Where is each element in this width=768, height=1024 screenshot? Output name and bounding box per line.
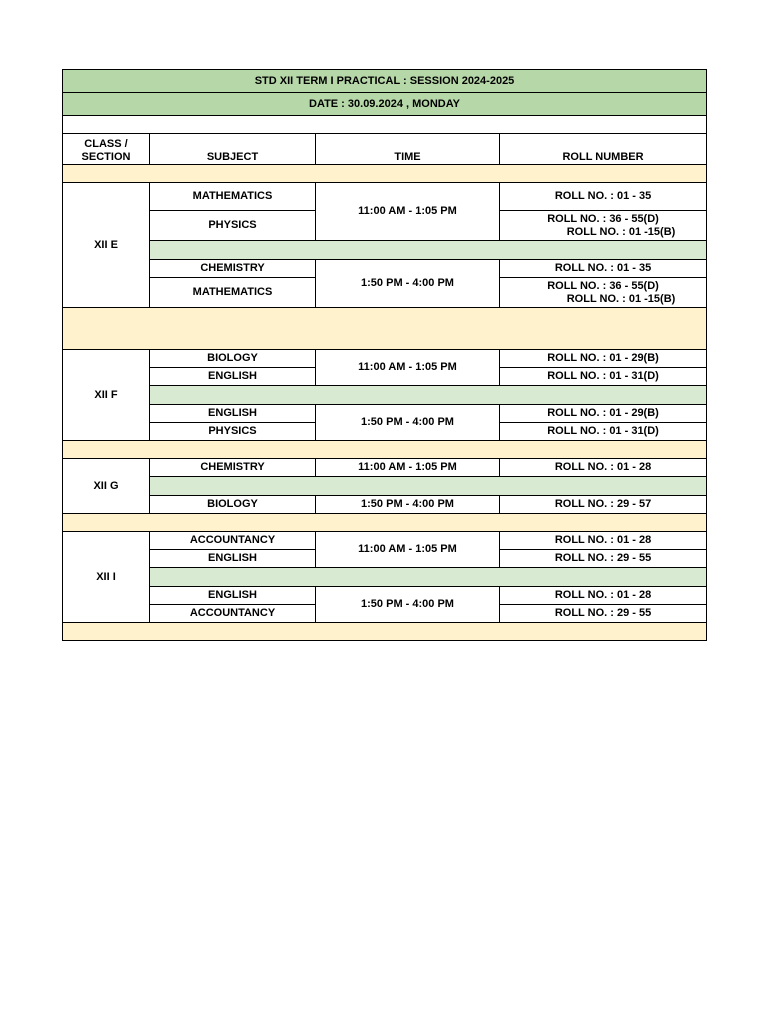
break-row — [150, 477, 707, 496]
subject-cell: ENGLISH — [150, 405, 316, 423]
table-row — [63, 459, 707, 477]
header-time: TIME — [316, 134, 500, 165]
subject-cell: ACCOUNTANCY — [150, 532, 316, 550]
section-name-xii-e: XII E — [63, 183, 150, 308]
subject-cell: CHEMISTRY — [150, 459, 316, 477]
subject-cell: BIOLOGY — [150, 350, 316, 368]
roll-cell: ROLL NO. : 01 - 35 — [500, 183, 707, 211]
practical-schedule-table — [62, 69, 707, 641]
header-section: SECTION — [81, 151, 131, 163]
roll-cell: ROLL NO. : 01 - 31(D) — [500, 423, 707, 441]
schedule-date: DATE : 30.09.2024 , MONDAY — [63, 93, 707, 116]
roll-cell: ROLL NO. : 01 - 29(B) — [500, 405, 707, 423]
header-subject: SUBJECT — [150, 134, 316, 165]
subject-cell: ENGLISH — [150, 368, 316, 386]
table-row — [63, 350, 707, 368]
section-spacer — [63, 623, 707, 641]
table-row — [63, 532, 707, 550]
header-class: CLASS / — [84, 138, 128, 150]
roll-line: ROLL NO. : 01 -15(B) — [566, 225, 676, 238]
roll-cell — [500, 278, 707, 308]
time-cell: 11:00 AM - 1:05 PM — [316, 532, 500, 568]
section-spacer — [63, 308, 707, 350]
subject-cell: MATHEMATICS — [150, 278, 316, 308]
table-row — [63, 587, 707, 605]
table-row — [63, 260, 707, 278]
subject-cell: ENGLISH — [150, 587, 316, 605]
roll-cell: ROLL NO. : 01 - 28 — [500, 587, 707, 605]
roll-line: ROLL NO. : 36 - 55(D) — [547, 279, 659, 292]
break-row — [150, 386, 707, 405]
subject-cell: CHEMISTRY — [150, 260, 316, 278]
subject-cell: PHYSICS — [150, 423, 316, 441]
roll-cell: ROLL NO. : 01 - 29(B) — [500, 350, 707, 368]
roll-cell — [500, 211, 707, 241]
break-row — [150, 568, 707, 587]
time-cell: 1:50 PM - 4:00 PM — [316, 496, 500, 514]
table-row — [63, 496, 707, 514]
subject-cell: BIOLOGY — [150, 496, 316, 514]
section-spacer — [63, 165, 707, 183]
roll-cell: ROLL NO. : 29 - 55 — [500, 550, 707, 568]
blank-row — [63, 116, 707, 134]
time-cell: 11:00 AM - 1:05 PM — [316, 183, 500, 241]
header-row — [63, 134, 707, 165]
subject-cell: ENGLISH — [150, 550, 316, 568]
header-class-section — [63, 134, 150, 165]
table-row — [63, 183, 707, 211]
roll-cell: ROLL NO. : 01 - 28 — [500, 459, 707, 477]
section-name-xii-i: XII I — [63, 532, 150, 623]
subject-cell: PHYSICS — [150, 211, 316, 241]
roll-cell: ROLL NO. : 29 - 55 — [500, 605, 707, 623]
section-name-xii-g: XII G — [63, 459, 150, 514]
roll-cell: ROLL NO. : 01 - 31(D) — [500, 368, 707, 386]
time-cell: 1:50 PM - 4:00 PM — [316, 405, 500, 441]
header-roll-number: ROLL NUMBER — [500, 134, 707, 165]
subject-cell: ACCOUNTANCY — [150, 605, 316, 623]
time-cell: 11:00 AM - 1:05 PM — [316, 350, 500, 386]
table-row — [63, 405, 707, 423]
roll-cell: ROLL NO. : 29 - 57 — [500, 496, 707, 514]
section-spacer — [63, 514, 707, 532]
time-cell: 1:50 PM - 4:00 PM — [316, 587, 500, 623]
time-cell: 1:50 PM - 4:00 PM — [316, 260, 500, 308]
section-name-xii-f: XII F — [63, 350, 150, 441]
roll-line: ROLL NO. : 36 - 55(D) — [547, 212, 659, 225]
roll-line: ROLL NO. : 01 -15(B) — [566, 292, 676, 305]
time-cell: 11:00 AM - 1:05 PM — [316, 459, 500, 477]
schedule-title: STD XII TERM I PRACTICAL : SESSION 2024-2025 — [63, 70, 707, 93]
roll-cell: ROLL NO. : 01 - 28 — [500, 532, 707, 550]
break-row — [150, 241, 707, 260]
section-spacer — [63, 441, 707, 459]
roll-cell: ROLL NO. : 01 - 35 — [500, 260, 707, 278]
subject-cell: MATHEMATICS — [150, 183, 316, 211]
